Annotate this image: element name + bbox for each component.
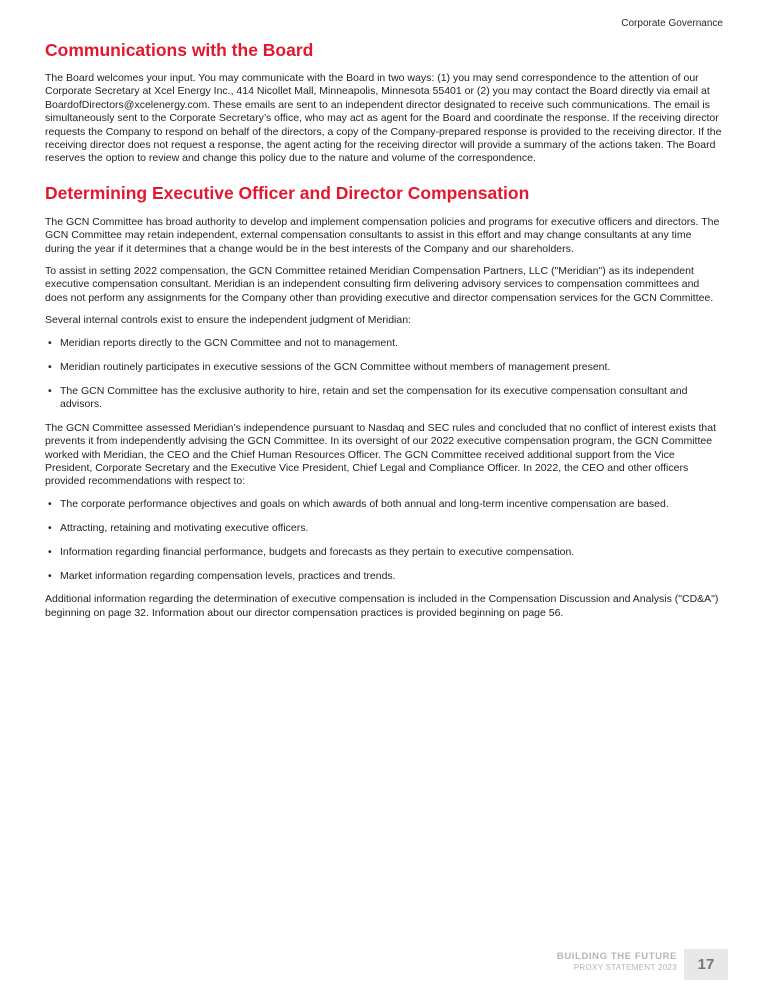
page-footer: [557, 949, 728, 980]
paragraph-board-communication: The Board welcomes your input. You may communicate with the Board in two ways: (1) you may send correspondence to the attention of our Corporate Secretary at Xcel Energy Inc., 414 Nicollet Mall, Minneapolis, Minnesota 55401 or (2) you may contact the Board directly via email at BoardofDirectors@xcelenergy.com. These emails are sent to an independent director designated to receive such communications. The email is simultaneously sent to the Corporate Secretary’s office, who may act as agent for the Board and coordinate the response. If the receiving director requests the Company to respond on behalf of the directors, a copy of the Company-prepared response is provided to the receiving director. If the receiving director does not request a response, the agent acting for the receiving director will provide a summary of the actions taken. The Board reserves the option to review and change this policy due to the nature and volume of the correspondence.: [45, 72, 722, 165]
heading-communications-with-the-board: Communications with the Board: [45, 40, 314, 60]
list-item: • Meridian reports directly to the GCN Committee and not to management.: [45, 337, 723, 350]
footer-subtitle: PROXY STATEMENT 2023: [573, 963, 677, 972]
list-item: • Meridian routinely participates in executive sessions of the GCN Committee without members of management present.: [45, 361, 723, 374]
running-header-label: Corporate Governance: [621, 18, 723, 29]
list-item: • The corporate performance objectives and goals on which awards of both annual and long-term incentive compensation are based.: [45, 498, 723, 511]
footer-tagline: BUILDING THE FUTURE: [556, 951, 677, 962]
footer-text-block: [557, 951, 677, 973]
list-item: • Attracting, retaining and motivating executive officers.: [45, 522, 723, 535]
list-item: • Market information regarding compensation levels, practices and trends.: [45, 570, 723, 583]
paragraph-gcn-authority: The GCN Committee has broad authority to develop and implement compensation policies and programs for executive officers and directors. The GCN Committee may retain independent, external compensation consultants to assist in this effort and may change consultants at any time during the year if it determines that a change would be in the best interests of the Company and our shareholders.: [45, 215, 720, 255]
list-item: • Information regarding financial performance, budgets and forecasts as they pertain to executive compensation.: [45, 546, 723, 559]
heading-determining-compensation: Determining Executive Officer and Director Compensation: [45, 182, 530, 203]
paragraph-additional-information: Additional information regarding the determination of executive compensation is included in the Compensation Discussion and Analysis ("CD&A") beginning on page 32. Information about our director compensation practices is provided beginning on page 56.: [45, 593, 719, 619]
paragraph-meridian-independence: The GCN Committee assessed Meridian’s independence pursuant to Nasdaq and SEC rules and concluded that no conflict of interest exists that prevents it from independently advising the GCN Committee. In its oversight of our 2022 executive compensation program, the GCN Committee worked with Meridian, the CEO and the Chief Human Resources Officer. The GCN Committee received additional support from the Vice President, Corporate Secretary and the Executive Vice President, Chief Legal and Compliance Officer. In 2022, the CEO and other officers provided recommendations with respect to:: [45, 421, 717, 488]
list-item: • The GCN Committee has the exclusive authority to hire, retain and set the compensation for its executive compensation consultant and advisors.: [45, 385, 723, 412]
paragraph-internal-controls-intro: Several internal controls exist to ensure the independent judgment of Meridian:: [45, 314, 411, 327]
internal-controls-list: [45, 337, 723, 412]
recommendations-list: [45, 498, 723, 583]
page-number-badge: 17: [684, 949, 728, 980]
paragraph-meridian-retained: To assist in setting 2022 compensation, the GCN Committee retained Meridian Compensation Partners, LLC ("Meridian") as its independent executive compensation consultant. Meridian is an independent consulting firm delivering advisory services to compensation committees and does not perform any assignments for the Company other than providing executive and director compensation services for the GCN Committee.: [45, 265, 714, 304]
